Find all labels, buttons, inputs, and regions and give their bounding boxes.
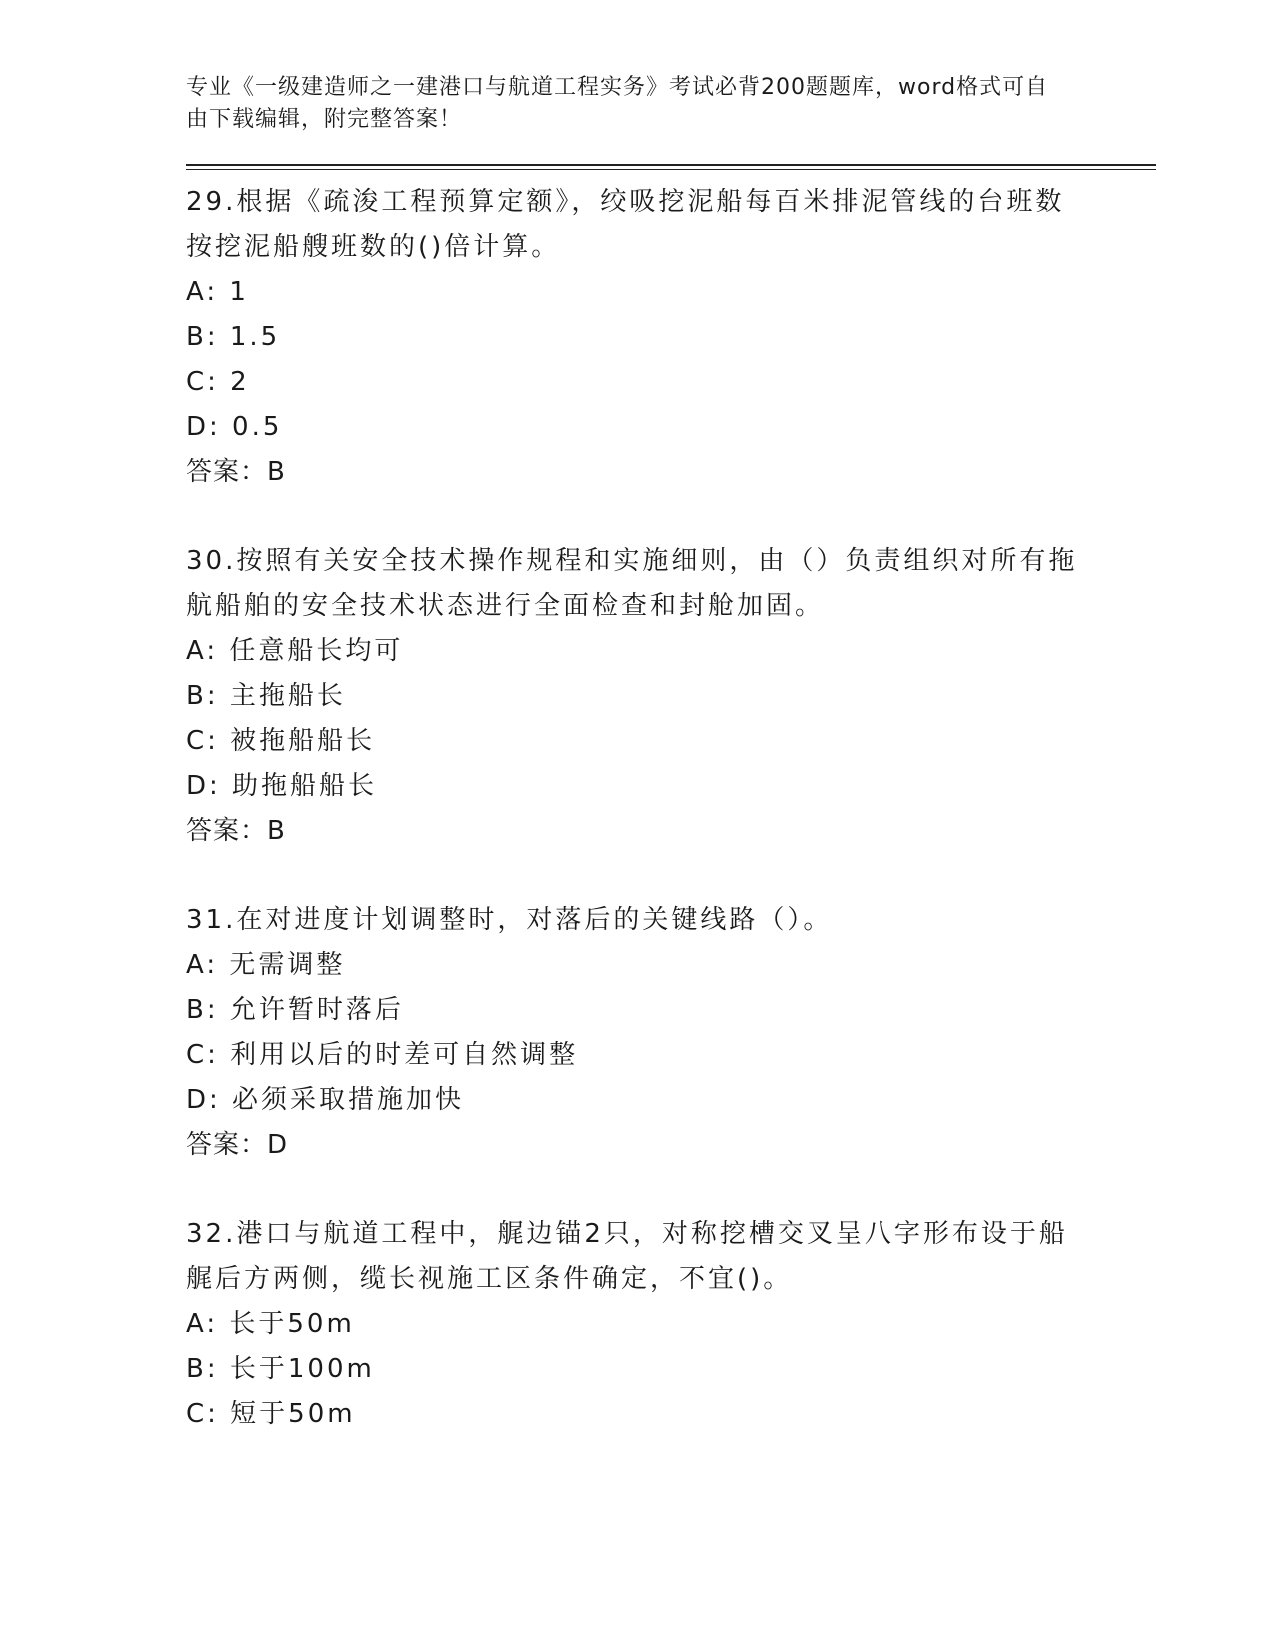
question-stem: 30.按照有关安全技术操作规程和实施细则，由（）负责组织对所有拖航船舶的安全技术状态进行全面检查和封舱加固。 xyxy=(186,546,1078,621)
option-c: C: 短于50m xyxy=(186,1399,356,1429)
question-30 xyxy=(186,539,1156,854)
option-c: C: 被拖船船长 xyxy=(186,726,376,756)
option-b: B: 1.5 xyxy=(186,322,281,352)
option-b: B: 允许暂时落后 xyxy=(186,995,404,1025)
question-spacer xyxy=(186,854,1156,898)
question-32 xyxy=(186,1212,1156,1437)
document-page xyxy=(186,72,1156,1437)
option-c: C: 2 xyxy=(186,367,250,397)
option-b: B: 长于100m xyxy=(186,1354,375,1384)
answer: 答案：D xyxy=(186,1130,289,1160)
question-31 xyxy=(186,898,1156,1168)
question-stem: 32.港口与航道工程中，艉边锚2只，对称挖槽交叉呈八字形布设于船艉后方两侧，缆长视施工区条件确定，不宜()。 xyxy=(186,1219,1068,1294)
option-d: D: 0.5 xyxy=(186,412,283,442)
question-spacer xyxy=(186,495,1156,539)
option-d: D: 必须采取措施加快 xyxy=(186,1085,465,1115)
header-divider xyxy=(186,164,1156,170)
option-a: A: 无需调整 xyxy=(186,950,346,980)
option-b: B: 主拖船长 xyxy=(186,681,346,711)
question-29 xyxy=(186,180,1156,495)
document-header: 专业《一级建造师之一建港口与航道工程实务》考试必背200题题库，word格式可自由下载编辑，附完整答案！ xyxy=(186,75,1049,132)
option-d: D: 助拖船船长 xyxy=(186,771,378,801)
option-a: A: 任意船长均可 xyxy=(186,636,404,666)
question-stem: 31.在对进度计划调整时，对落后的关键线路（）。 xyxy=(186,905,833,935)
question-spacer xyxy=(186,1168,1156,1212)
option-a: A: 1 xyxy=(186,277,249,307)
question-stem: 29.根据《疏浚工程预算定额》，绞吸挖泥船每百米排泥管线的台班数按挖泥船艘班数的()倍计算。 xyxy=(186,187,1065,262)
option-c: C: 利用以后的时差可自然调整 xyxy=(186,1040,579,1070)
option-a: A: 长于50m xyxy=(186,1309,355,1339)
answer: 答案：B xyxy=(186,457,286,487)
answer: 答案：B xyxy=(186,816,286,846)
